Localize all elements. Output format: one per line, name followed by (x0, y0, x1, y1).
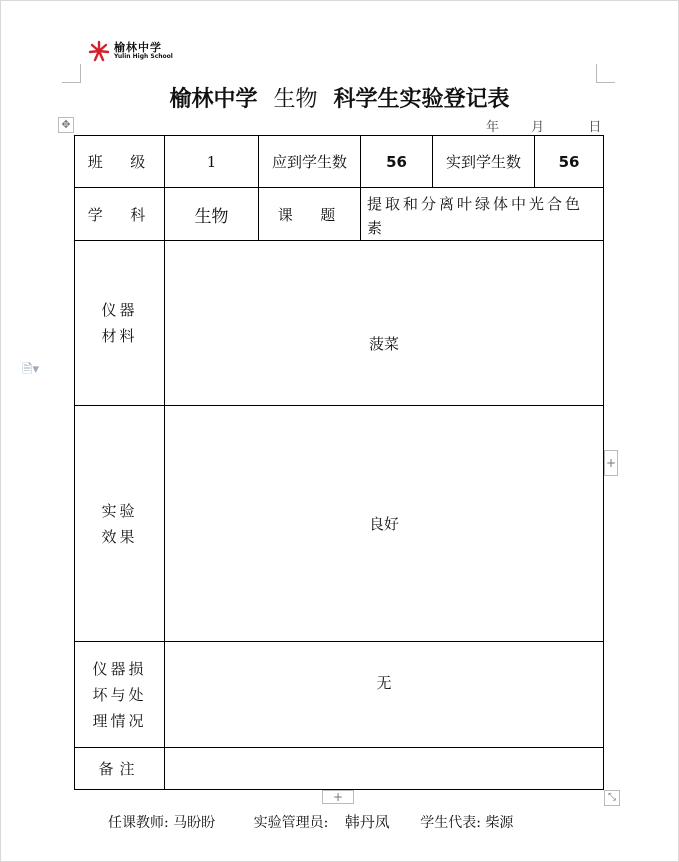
materials-label-line: 材料 (101, 327, 138, 345)
teacher-name: 马盼盼 (173, 815, 216, 831)
document-icon[interactable]: 🗎▾ (22, 362, 39, 377)
damage-label-line: 仪器损 (92, 659, 147, 678)
materials-label (75, 241, 165, 406)
table-row (75, 406, 604, 642)
effect-label-line: 实验 (101, 501, 138, 520)
subject-value[interactable]: 生物 (165, 188, 259, 241)
expected-students-label: 应到学生数 (259, 136, 361, 188)
class-value[interactable]: 1 (165, 136, 259, 188)
margin-corner-top-right (596, 64, 615, 83)
table-row (75, 642, 604, 748)
school-logo (88, 40, 173, 62)
damage-label-line: 坏与处 (92, 685, 147, 704)
student-rep-label: 学生代表: (420, 815, 481, 831)
school-logo-icon (88, 40, 110, 62)
title-subject: 生物 (273, 87, 318, 112)
actual-students-label: 实到学生数 (433, 136, 535, 188)
teacher-label: 任课教师: (108, 815, 169, 831)
effect-label (75, 406, 165, 642)
page-title (0, 82, 679, 113)
table-row (75, 136, 604, 188)
date-line (486, 116, 601, 135)
materials-value[interactable]: 菠菜 (165, 241, 604, 406)
date-day: 日 (588, 120, 602, 135)
table-resize-icon[interactable]: ⤡ (604, 790, 620, 806)
signature-footer (108, 811, 513, 832)
table-row (75, 241, 604, 406)
manager-label: 实验管理员: (253, 815, 329, 831)
title-name: 科学生实验登记表 (333, 87, 510, 112)
title-school: 榆林中学 (169, 87, 258, 112)
registration-table (74, 135, 604, 790)
damage-value[interactable]: 无 (165, 642, 604, 748)
table-row (75, 748, 604, 790)
margin-corner-top-left (62, 64, 81, 83)
effect-label-line: 效果 (101, 527, 138, 546)
table-move-handle-icon[interactable]: ✥ (58, 117, 74, 133)
logo-name-cn: 榆林中学 (114, 41, 162, 54)
logo-name-en: Yulin High School (114, 53, 173, 60)
subject-label: 学 科 (75, 188, 165, 241)
damage-label (75, 642, 165, 748)
actual-students-value[interactable]: 56 (535, 136, 604, 188)
student-rep-name: 柴源 (485, 815, 514, 831)
damage-label-line: 理情况 (92, 711, 147, 730)
materials-label-line: 仪器 (101, 301, 138, 319)
topic-value[interactable]: 提取和分离叶绿体中光合色素 (361, 188, 604, 241)
effect-value[interactable]: 良好 (165, 406, 604, 642)
expected-students-value[interactable]: 56 (361, 136, 433, 188)
date-year: 年 (486, 120, 500, 135)
manager-name: 韩丹凤 (344, 813, 390, 831)
notes-label: 备注 (75, 748, 165, 790)
notes-value[interactable] (165, 748, 604, 790)
date-month: 月 (531, 120, 545, 135)
class-label: 班 级 (75, 136, 165, 188)
table-row (75, 188, 604, 241)
add-column-plus-icon[interactable]: + (604, 450, 618, 476)
add-row-plus-icon[interactable]: + (322, 790, 354, 804)
topic-label: 课 题 (259, 188, 361, 241)
